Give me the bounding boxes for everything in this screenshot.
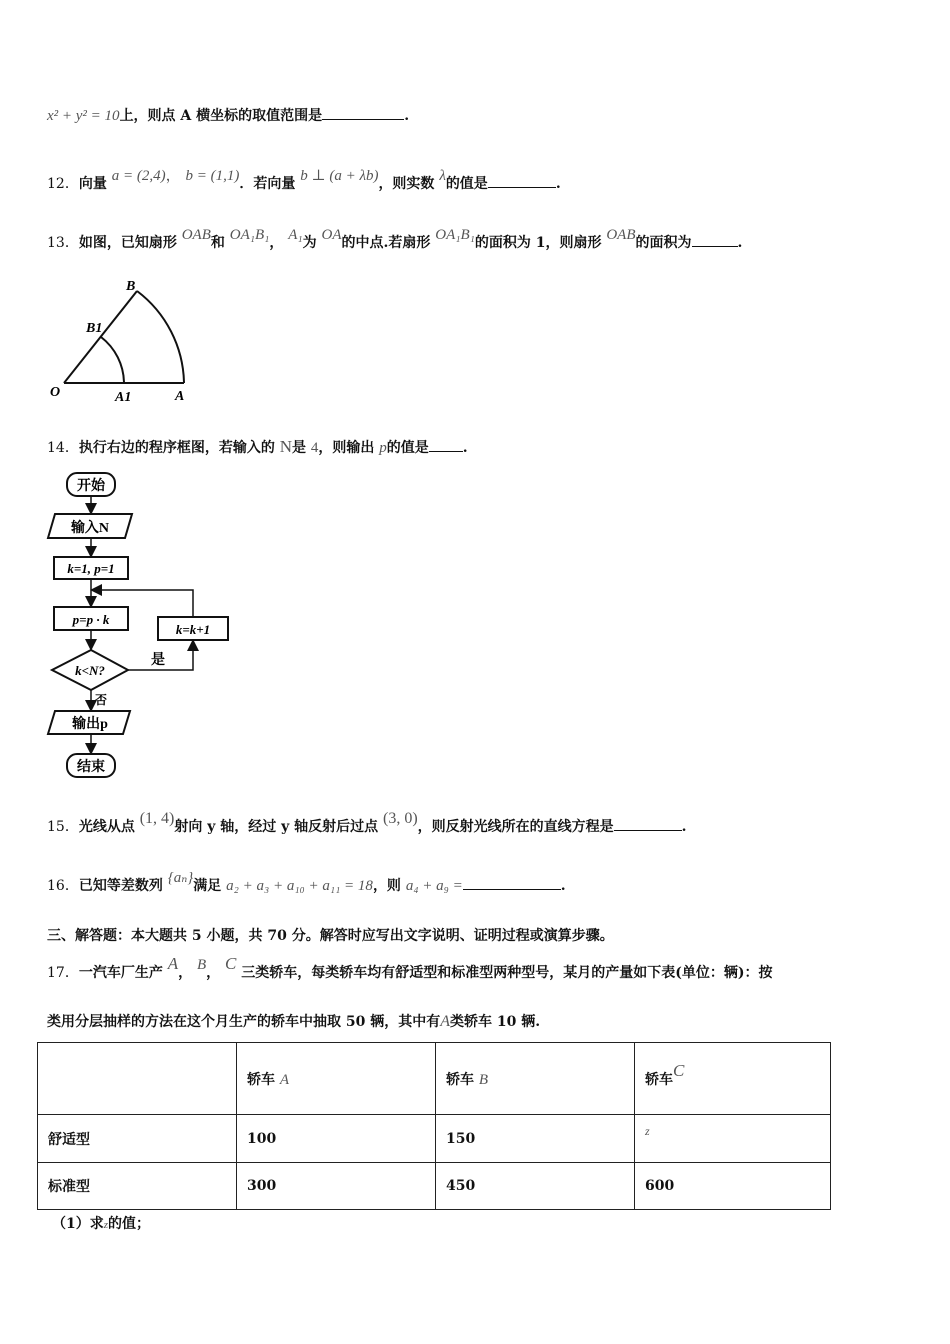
question-17: 17．一汽车厂生产 A， B， C 三类轿车，每类轿车均有舒适型和标准型两种型号，某月的产量如下表(单位：辆)：按 — [47, 954, 773, 981]
q13-text-2: 和 — [210, 235, 225, 251]
q12-sep: ， — [165, 168, 181, 184]
q13-sector-oab-2: OAB — [606, 227, 636, 243]
answer-blank — [429, 437, 463, 452]
q12-text-2: ．若向量 — [239, 176, 296, 192]
flow-increment-label: k=k+1 — [175, 622, 211, 637]
question-number: 13． — [47, 235, 79, 251]
q14-text-4: 的值是 — [386, 440, 429, 456]
table-header-cell: 轿车 A — [237, 1043, 436, 1115]
question-12: 12．向量 a = (2,4)， b = (1,1)．若向量 b ⊥ (a + λb)，则实数 λ的值是 . — [47, 168, 561, 192]
q12-lambda: λ — [439, 168, 446, 184]
table-cell: 100 — [237, 1115, 436, 1163]
q16-text-2: 满足 — [193, 878, 222, 894]
label-b1: B1 — [86, 321, 103, 336]
table-header-row — [38, 1043, 831, 1115]
q14-n-value: 4 — [310, 440, 319, 456]
q13-segment-oa: OA — [321, 227, 342, 243]
q17-text-2: 三类轿车，每类轿车均有舒适型和标准型两种型号，某月的产量如下表(单位：辆)：按 — [241, 965, 773, 981]
q16-sequence: {aₙ} — [167, 870, 194, 886]
q17-text-3: 类用分层抽样的方法在这个月生产的轿车中抽取 50 辆，其中有 — [47, 1014, 441, 1030]
table-cell: 150 — [436, 1115, 635, 1163]
table-header-cell: 轿车 B — [436, 1043, 635, 1115]
q16-text-3: ，则 — [372, 878, 401, 894]
q17-part1-text-2: 的值； — [108, 1216, 151, 1232]
answer-blank — [692, 232, 738, 247]
sector-figure — [40, 270, 210, 410]
question-17-part-1 — [52, 1213, 150, 1233]
q12-perp-condition: b ⊥ (a + λb) — [300, 168, 379, 184]
q16-text-4: . — [560, 878, 566, 894]
q17-class-a: A — [167, 954, 179, 973]
question-number: 14． — [47, 440, 79, 456]
q16-condition: a₂ + a₃ + a₁₀ + a₁₁ = 18 — [226, 878, 373, 894]
answer-blank — [322, 105, 404, 120]
flow-assign-label: p=p · k — [72, 612, 110, 627]
production-table — [37, 1042, 831, 1210]
question-14: 14．执行右边的程序框图，若输入的 N是 4，则输出 p的值是 . — [47, 437, 468, 456]
q12-text-1: 向量 — [78, 176, 107, 192]
answer-blank — [488, 173, 556, 188]
question-15: 15．光线从点 (1, 4)射向 y 轴，经过 y 轴反射后过点 (3, 0)，则反射光线所在的直线方程是 . — [47, 810, 687, 835]
q15-point-2: (3, 0) — [383, 810, 418, 827]
label-a1: A1 — [115, 390, 132, 405]
q13-sector-oab: OAB — [181, 227, 211, 243]
label-o: O — [50, 385, 61, 400]
q12-text-3: ，则实数 — [378, 176, 435, 192]
q14-text-3: ，则输出 — [318, 440, 375, 456]
label-b: B — [126, 279, 136, 294]
q13-sep: ， — [269, 235, 284, 251]
flow-condition-label: k<N? — [75, 663, 105, 678]
question-16 — [47, 870, 566, 895]
q17-class-a-2: A — [440, 1013, 451, 1030]
table-row — [38, 1115, 831, 1163]
q13-text-3: 为 — [302, 235, 317, 251]
q12-vector-a: a = (2,4) — [111, 168, 166, 184]
flow-end-label: 结束 — [77, 760, 105, 775]
flow-yes-label: 是 — [151, 653, 165, 668]
table-cell: 300 — [237, 1163, 436, 1210]
q16-target: a₄ + a₉ = — [405, 878, 463, 894]
question-number: 12． — [47, 176, 79, 192]
flow-output-label: 输出p — [72, 717, 108, 732]
q17-text-1: 一汽车厂生产 — [78, 965, 163, 981]
q17-part1-text-1: （1）求 — [52, 1216, 104, 1232]
q15-text-2: 射向 y 轴，经过 y 轴反射后过点 — [174, 819, 379, 835]
table-header-cell: 轿车C — [635, 1043, 831, 1115]
q15-point-1: (1, 4) — [139, 810, 175, 827]
section-3-header: 三、解答题：本大题共 5 小题，共 70 分。解答时应写出文字说明、证明过程或演算步骤。 — [47, 928, 614, 944]
q11-text: 上，则点 A 横坐标的取值范围是 — [119, 108, 323, 124]
table-cell: z — [635, 1115, 831, 1163]
q13-text-1: 如图，已知扇形 — [78, 235, 177, 251]
sector-arc-outer — [137, 291, 184, 383]
table-header-cell — [38, 1043, 237, 1115]
q11-math: x² + y² = 10 — [47, 108, 120, 124]
flow-no-label: 否 — [95, 693, 108, 707]
flow-input-label: 输入N — [70, 521, 110, 536]
question-number: 15． — [47, 819, 79, 835]
q13-sector-oa1b1-2: OA₁B₁ — [435, 227, 475, 243]
table-cell: 600 — [635, 1163, 831, 1210]
q12-vector-b: b = (1,1) — [185, 168, 240, 184]
q13-text-4: 的中点.若扇形 — [341, 235, 431, 251]
flow-init-label: k=1, p=1 — [67, 561, 115, 576]
q16-text-1: 已知等差数列 — [78, 878, 163, 894]
q17-class-b: B — [196, 957, 207, 973]
sector-arc-inner — [101, 337, 124, 383]
answer-blank — [463, 875, 561, 890]
q12-text-4: 的值是 — [445, 176, 488, 192]
q13-sector-oa1b1: OA₁B₁ — [229, 227, 270, 243]
q13-point-a1: A₁ — [288, 227, 303, 243]
q15-text-3: ，则反射光线所在的直线方程是 — [417, 819, 614, 835]
label-a: A — [175, 389, 185, 404]
table-cell: 450 — [436, 1163, 635, 1210]
q11-tail: x² + y² = 10上，则点 A 横坐标的取值范围是 . — [47, 105, 409, 125]
flow-start-label: 开始 — [77, 479, 105, 494]
sector-radius-ob — [64, 291, 137, 383]
q14-text-1: 执行右边的程序框图，若输入的 — [78, 440, 275, 456]
q13-text-5: 的面积为 1，则扇形 — [474, 235, 602, 251]
q13-text-6: 的面积为 — [635, 235, 692, 251]
q14-p: p — [379, 440, 387, 456]
answer-blank — [614, 816, 682, 831]
question-number: 17． — [47, 965, 79, 981]
flowchart — [40, 466, 250, 786]
table-cell: 标准型 — [38, 1163, 237, 1210]
table-row — [38, 1163, 831, 1210]
table-cell: 舒适型 — [38, 1115, 237, 1163]
question-13: 13．如图，已知扇形 OAB和 OA₁B₁， A₁为 OA的中点.若扇形 OA₁B₁的面积为 1，则扇形 OAB的面积为 . — [47, 227, 743, 251]
question-number: 16． — [47, 878, 79, 894]
q17-part1-z: z — [103, 1219, 109, 1231]
q14-text-2: 是 — [291, 440, 306, 456]
q17-text-4: 类轿车 10 辆. — [450, 1014, 541, 1030]
q15-text-1: 光线从点 — [78, 819, 135, 835]
q14-n: N — [279, 437, 292, 456]
q17-class-c: C — [225, 954, 237, 973]
question-17-line-2 — [47, 1011, 540, 1031]
